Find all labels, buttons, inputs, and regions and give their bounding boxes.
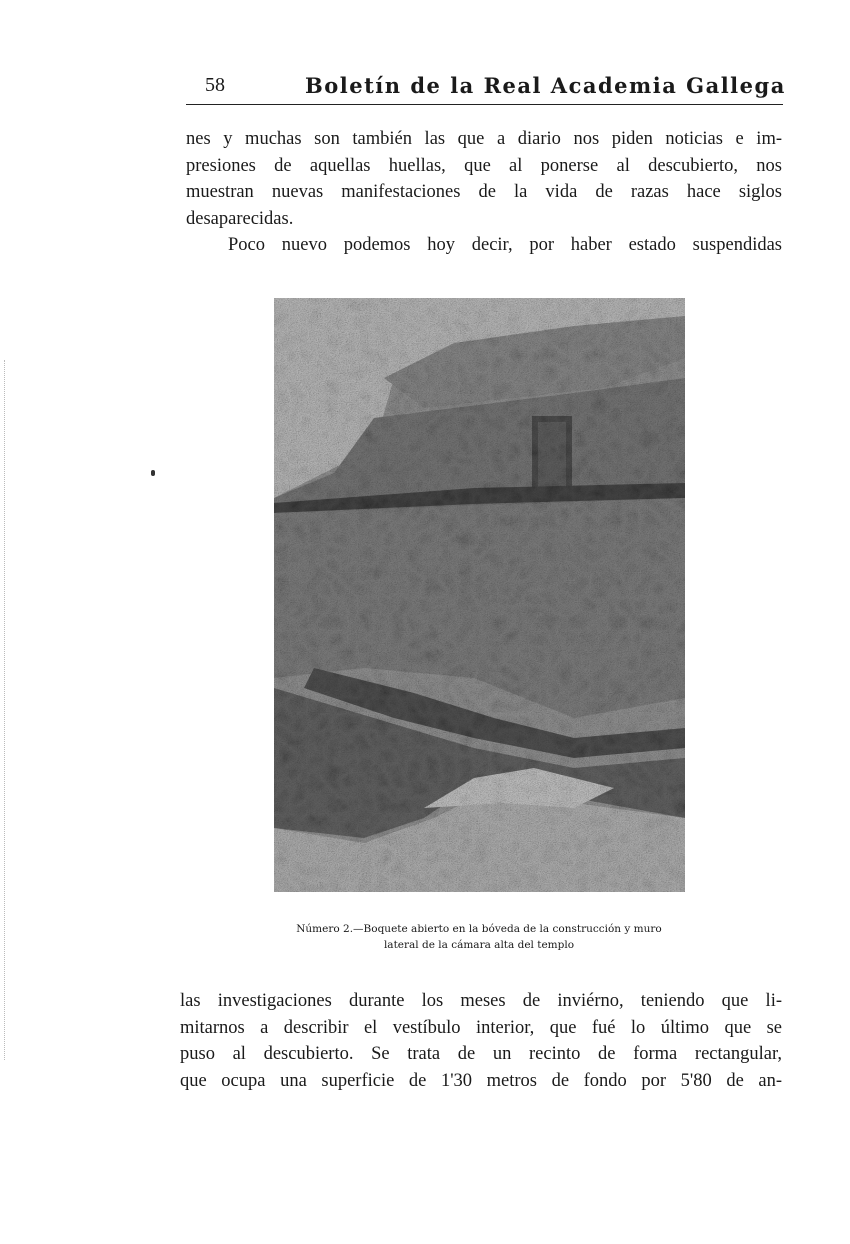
scan-edge-artifact	[4, 360, 6, 1060]
running-title: Boletín de la Real Academia Gallega	[305, 73, 786, 98]
text-line: desaparecidas.	[186, 208, 294, 229]
paragraph-bottom	[180, 988, 782, 1094]
header-rule	[186, 104, 783, 105]
text-line: Poco nuevo podemos hoy decir, por haber estado suspendidas	[228, 235, 782, 255]
text-line: nes y muchas son también las que a diario nos piden noticias e im-	[186, 129, 782, 149]
text-line: muestran nuevas manifestaciones de la vida de razas hace siglos	[186, 182, 782, 202]
text-line: puso al descubierto. Se trata de un recinto de forma rectangular,	[180, 1044, 782, 1064]
figure-caption	[262, 921, 696, 953]
text-line: que ocupa una superficie de 1'30 metros de fondo por 5'80 de an-	[180, 1070, 782, 1091]
caption-line: Número 2.—Boquete abierto en la bóveda de la construcción y muro	[296, 923, 662, 935]
text-line: mitarnos a describir el vestíbulo interior, que fué lo último que se	[180, 1017, 782, 1038]
margin-mark	[151, 470, 155, 476]
paragraph-top	[186, 126, 782, 259]
text-line: las investigaciones durante los meses de inviérno, teniendo que li-	[180, 991, 782, 1011]
caption-line: lateral de la cámara alta del templo	[383, 939, 575, 951]
page-number: 58	[205, 74, 225, 96]
text-line: presiones de aquellas huellas, que al ponerse al descubierto, nos	[186, 155, 782, 176]
figure-photograph	[274, 298, 685, 892]
photo-illustration	[274, 298, 685, 892]
